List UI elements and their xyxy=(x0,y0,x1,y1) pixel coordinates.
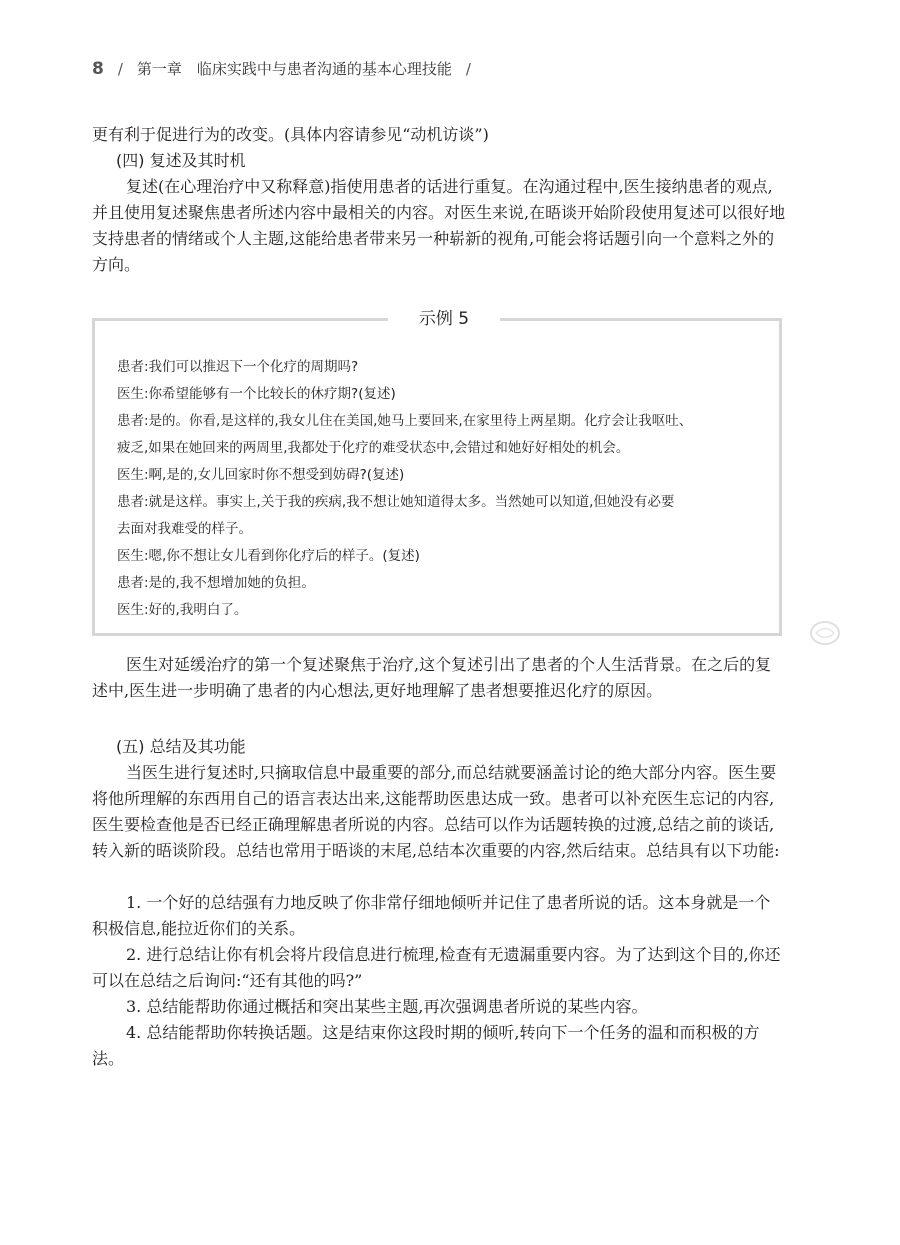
header-separator: / xyxy=(117,60,123,78)
example-dialog xyxy=(117,354,767,624)
dialog-line: 患者:我们可以推迟下一个化疗的周期吗? xyxy=(117,359,359,375)
section-heading-5: (五) 总结及其功能 xyxy=(116,737,246,756)
dialog-line: 患者:是的,我不想增加她的负担。 xyxy=(117,575,315,591)
list-item-4: 4. 总结能帮助你转换话题。这是结束你这段时期的倾听,转向下一个任务的温和而积极的方法。 xyxy=(92,1023,760,1068)
list-item-1: 1. 一个好的总结强有力地反映了你非常仔细地倾听并记住了患者所说的话。这本身就是一个积极信息,能拉近你们的关系。 xyxy=(92,893,771,938)
header-separator: / xyxy=(465,60,471,78)
paragraph-summary: 当医生进行复述时,只摘取信息中最重要的部分,而总结就要涵盖讨论的绝大部分内容。医生要将他所理解的东西用自己的语言表达出来,这能帮助医患达成一致。患者可以补充医生忘记的内容,医生要检查他是否已经正确理解患者所说的内容。总结可以作为话题转换的过渡,总结之前的谈话,转入新的晤谈阶段。总结也常用于晤谈的末尾,总结本次重要的内容,然后结束。总结具有以下功能: xyxy=(92,763,780,860)
page-number: 8 xyxy=(92,59,104,79)
dialog-line: 医生:你希望能够有一个比较长的休疗期?(复述) xyxy=(117,386,396,402)
watermark-icon xyxy=(808,618,842,648)
dialog-line: 患者:是的。你看,是这样的,我女儿住在美国,她马上要回来,在家里待上两星期。化疗会让我呕吐、 xyxy=(117,413,693,429)
paragraph-continuation: 更有利于促进行为的改变。(具体内容请参见“动机访谈”) xyxy=(92,125,489,144)
example-title: 示例 5 xyxy=(388,306,500,332)
dialog-line: 医生:好的,我明白了。 xyxy=(117,602,248,618)
paragraph-restatement: 复述(在心理治疗中又称释意)指使用患者的话进行重复。在沟通过程中,医生接纳患者的观点,并且使用复述聚焦患者所述内容中最相关的内容。对医生来说,在晤谈开始阶段使用复述可以很好地支持患者的情绪或个人主题,这能给患者带来另一种崭新的视角,可能会将话题引向一个意料之外的方向。 xyxy=(92,177,786,274)
paragraph-example-analysis: 医生对延缓治疗的第一个复述聚焦于治疗,这个复述引出了患者的个人生活背景。在之后的复述中,医生进一步明确了患者的内心想法,更好地理解了患者想要推迟化疗的原因。 xyxy=(92,655,772,700)
dialog-line: 医生:啊,是的,女儿回家时你不想受到妨碍?(复述) xyxy=(117,467,405,483)
running-header xyxy=(92,58,812,82)
chapter-title: 第一章 临床实践中与患者沟通的基本心理技能 xyxy=(136,60,452,78)
dialog-line: 疲乏,如果在她回来的两周里,我都处于化疗的难受状态中,会错过和她好好相处的机会。 xyxy=(117,440,630,456)
list-item-2: 2. 进行总结让你有机会将片段信息进行梳理,检查有无遗漏重要内容。为了达到这个目的,你还可以在总结之后询问:“还有其他的吗?” xyxy=(92,945,781,990)
section-heading-4: (四) 复述及其时机 xyxy=(116,151,246,170)
list-item-3: 3. 总结能帮助你通过概括和突出某些主题,再次强调患者所说的某些内容。 xyxy=(126,997,648,1016)
dialog-line: 医生:嗯,你不想让女儿看到你化疗后的样子。(复述) xyxy=(117,548,420,564)
dialog-line: 患者:就是这样。事实上,关于我的疾病,我不想让她知道得太多。当然她可以知道,但她没有必要 xyxy=(117,494,675,510)
dialog-line: 去面对我难受的样子。 xyxy=(117,521,252,537)
